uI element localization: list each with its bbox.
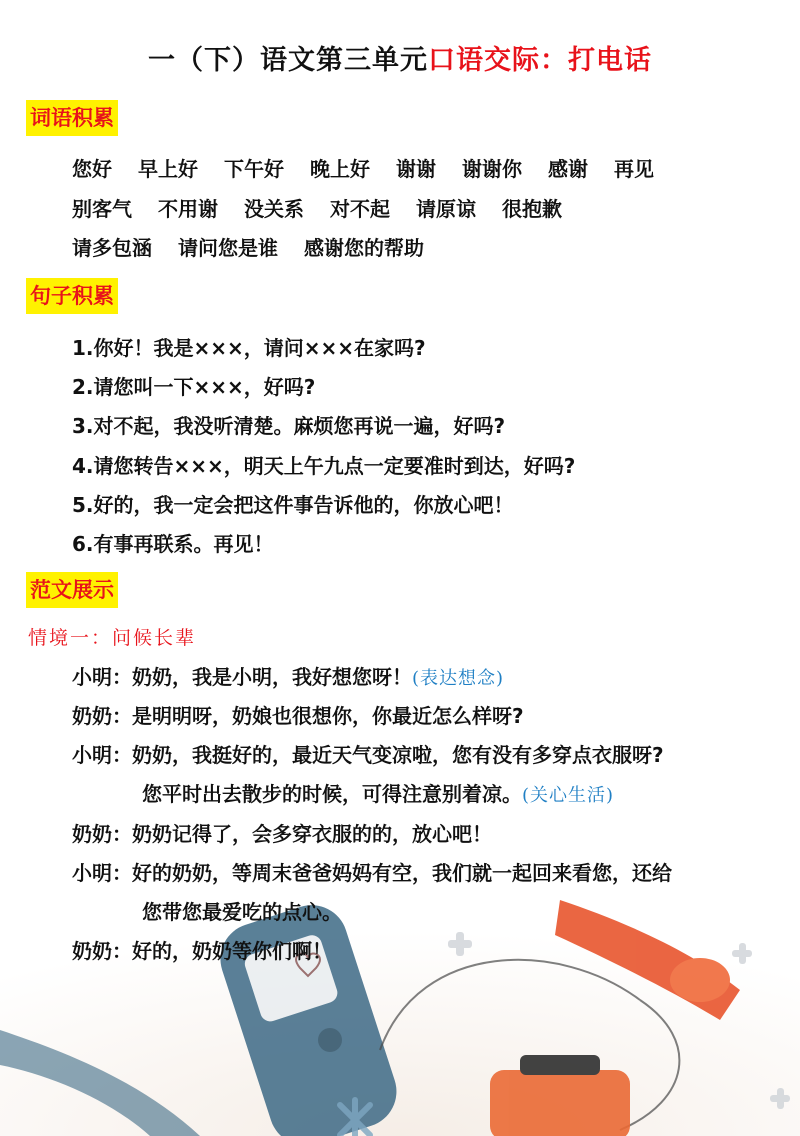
dialogue-text: 奶奶，我挺好的，最近天气变凉啦，您有没有多穿点衣服呀? (132, 743, 664, 767)
word: 晚上好 (310, 157, 370, 181)
dialogue-text: 奶奶记得了，会多穿衣服的的，放心吧！ (132, 822, 492, 846)
page-title (0, 38, 800, 77)
scene-heading: 情境一：问候长辈 (28, 627, 197, 649)
word-row-1 (72, 153, 680, 182)
title-highlight: 口语交际：打电话 (428, 45, 652, 76)
speaker: 小明： (72, 665, 132, 689)
speaker: 奶奶： (72, 939, 132, 963)
dialogue-note: (关心生活) (522, 785, 615, 806)
word: 早上好 (138, 157, 198, 181)
dialogue-line (72, 661, 504, 690)
speaker: 小明： (72, 861, 132, 885)
word: 请问您是谁 (178, 236, 278, 260)
dialogue-text: 好的奶奶，等周末爸爸妈妈有空，我们就一起回来看您，还给 (132, 861, 672, 885)
dialogue-line (72, 739, 664, 768)
word: 请原谅 (416, 197, 476, 221)
section-words-label: 词语积累 (26, 100, 118, 136)
word: 下午好 (224, 157, 284, 181)
dialogue-line-continued (142, 778, 614, 807)
word: 感谢您的帮助 (304, 236, 424, 260)
word: 感谢 (548, 157, 588, 181)
word: 对不起 (330, 197, 390, 221)
dialogue-line (72, 700, 524, 729)
dialogue-text: 好的，奶奶等你们啊！ (132, 939, 332, 963)
dialogue-line (72, 935, 332, 964)
dialogue-text: 您带您最爱吃的点心。 (142, 900, 342, 924)
dialogue-text: 您平时出去散步的时候，可得注意别着凉。 (142, 782, 522, 806)
word-row-3 (72, 232, 450, 261)
word-row-2 (72, 193, 588, 222)
word: 请多包涵 (72, 236, 152, 260)
word: 您好 (72, 157, 112, 181)
section-sentences-label: 句子积累 (26, 278, 118, 314)
dialogue-line-continued (142, 896, 342, 925)
dialogue-line (72, 818, 492, 847)
dialogue-text: 奶奶，我是小明，我好想您呀！ (132, 665, 412, 689)
title-prefix: 一（下）语文第三单元 (148, 45, 428, 76)
sentence-item: 5.好的，我一定会把这件事告诉他的，你放心吧！ (72, 493, 514, 517)
sentence-item: 6.有事再联系。再见！ (72, 532, 274, 556)
word: 谢谢 (396, 157, 436, 181)
section-example-label: 范文展示 (26, 572, 118, 608)
sentence-item: 3.对不起，我没听清楚。麻烦您再说一遍，好吗? (72, 414, 506, 438)
word: 不用谢 (158, 197, 218, 221)
word: 谢谢你 (462, 157, 522, 181)
word: 别客气 (72, 197, 132, 221)
dialogue-text: 是明明呀，奶娘也很想你，你最近怎么样呀? (132, 704, 524, 728)
word: 再见 (614, 157, 654, 181)
sentence-item: 1.你好！我是×××，请问×××在家吗? (72, 336, 426, 360)
speaker: 小明： (72, 743, 132, 767)
sentence-item: 2.请您叫一下×××，好吗? (72, 375, 316, 399)
telephone-illustration (0, 880, 800, 1136)
speaker: 奶奶： (72, 822, 132, 846)
word: 没关系 (244, 197, 304, 221)
dialogue-line (72, 857, 672, 886)
sentence-item: 4.请您转告×××，明天上午九点一定要准时到达，好吗? (72, 454, 576, 478)
word: 很抱歉 (502, 197, 562, 221)
dialogue-note: (表达想念) (412, 668, 505, 689)
speaker: 奶奶： (72, 704, 132, 728)
